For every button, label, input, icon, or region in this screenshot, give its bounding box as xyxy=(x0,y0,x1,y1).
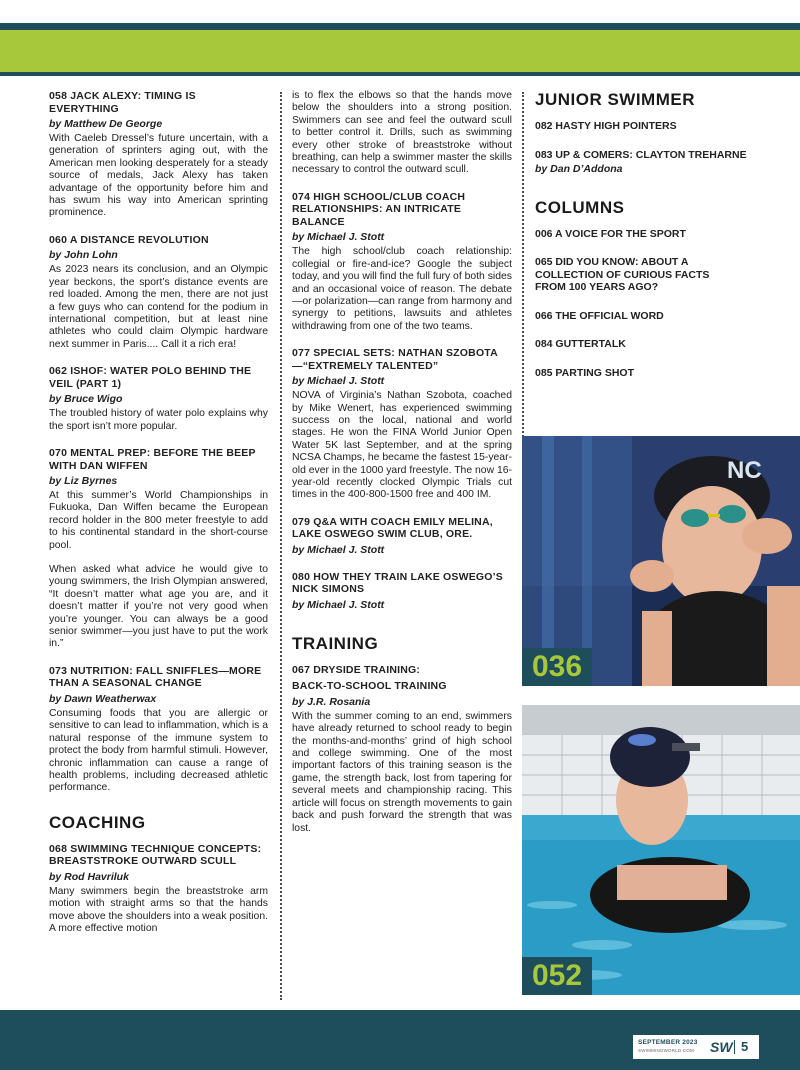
article-068[interactable] xyxy=(49,843,268,936)
article-body: With the summer coming to an end, swimmers have already returned to school ready to begin the months-and-months’ grind of high school and college swimming. One of the most important factors of this training season is the game, the strength back, lost from tapering for several meets and championship racing. This article will focus on strength movements to gain back and push forward the strength that was lost. xyxy=(292,710,512,834)
column-2 xyxy=(292,90,512,849)
article-074[interactable] xyxy=(292,191,512,333)
toc-item-006[interactable] xyxy=(535,228,785,241)
article-body: NOVA of Virginia’s Nathan Szobota, coached by Mike Wenert, has experienced swimming success on the local, national and world stages. He won the FINA World Junior Open Water 5K last September, and at the spring NCSA Champs, he became the fastest 15-year-old ever in the 1000 yard freestyle. The now 16-year-old recently clocked Olympic Trials cut times in the 400-800-1500 free and 400 IM. xyxy=(292,390,512,501)
article-author: by Dawn Weatherwax xyxy=(49,692,157,705)
toc-item-084[interactable] xyxy=(535,338,785,351)
article-title: 068 SWIMMING TECHNIQUE CONCEPTS: BREASTSTROKE OUTWARD SCULL xyxy=(49,842,262,868)
article-title: 074 HIGH SCHOOL/CLUB COACH RELATIONSHIPS: AN INTRICATE BALANCE xyxy=(292,190,466,228)
header-band-top xyxy=(0,0,800,30)
article-060[interactable] xyxy=(49,234,268,351)
article-body: With Caeleb Dressel’s future uncertain, with a generation of sprinters aging out, with the American men looking desperately for a steady source of medals, Jack Alexy has taken advantage of the opportunity before him and has swum his way into American sprinting prominence. xyxy=(49,133,268,219)
toc-item-title: 085 PARTING SHOT xyxy=(535,366,634,379)
section-heading-junior-swimmer: JUNIOR SWIMMER xyxy=(535,90,695,109)
article-body: As 2023 nears its conclusion, and an Olympic year beckons, the sport’s distance events are red loaded. Among the men, there are not just a few guys who can contend for the podium in international competition, but at least nine athletes who could claim Olympic hardware next summer in Paris.... Call it a rich era! xyxy=(49,264,268,350)
article-title: 073 NUTRITION: FALL SNIFFLES—MORE THAN A SEASONAL CHANGE xyxy=(49,664,262,690)
article-title-line-2: BACK-TO-SCHOOL TRAINING xyxy=(292,680,447,693)
section-heading-coaching: COACHING xyxy=(49,812,146,832)
article-body: When asked what advice he would give to young swimmers, the Irish Olympian answered, “It doesn’t matter what age you are, and it doesn’t matter if you’re not very good when you’re younger. You can always be a good senior swimmer—you just have to put the work in.” xyxy=(49,564,268,650)
article-author: by Michael J. Stott xyxy=(292,543,385,556)
header-band-lime xyxy=(0,30,800,72)
header-stripe xyxy=(0,23,800,30)
toc-item-065[interactable] xyxy=(535,256,735,294)
page-number: 5 xyxy=(741,1039,749,1054)
section-heading-columns: COLUMNS xyxy=(535,197,625,217)
article-body: Consuming foods that you are allergic or sensitive to can lead to inflammation, which is a natural response of the immune system to protect the body from harmful stimuli. However, chronic inflammation can cause a range of health problems, including decreased athletic performance. xyxy=(49,707,268,794)
column-divider-2 xyxy=(522,92,524,437)
article-title: 077 SPECIAL SETS: NATHAN SZOBOTA—“EXTREMELY TALENTED” xyxy=(292,347,498,372)
footer-website[interactable]: SWIMMINGWORLD.COM xyxy=(638,1048,694,1053)
article-067[interactable] xyxy=(292,664,512,835)
toc-item-083[interactable] xyxy=(535,149,785,176)
article-title: 079 Q&A WITH COACH EMILY MELINA, LAKE OSWEGO SWIM CLUB, ORE. xyxy=(292,515,493,541)
article-080[interactable] xyxy=(292,571,512,612)
toc-item-085[interactable] xyxy=(535,367,785,380)
footer-info-box xyxy=(633,1035,759,1059)
toc-item-title: 083 UP & COMERS: CLAYTON TREHARNE xyxy=(535,148,747,161)
toc-item-title: 066 THE OFFICIAL WORD xyxy=(535,309,664,322)
article-070[interactable] xyxy=(49,447,268,651)
column-3 xyxy=(535,90,785,395)
section-heading-training: TRAINING xyxy=(292,633,379,653)
article-062[interactable] xyxy=(49,365,268,433)
photo-swimmer-goggles[interactable] xyxy=(522,436,800,686)
article-079[interactable] xyxy=(292,516,512,557)
article-073[interactable] xyxy=(49,665,268,795)
toc-item-title: 082 HASTY HIGH POINTERS xyxy=(535,120,677,132)
toc-item-title: 006 A VOICE FOR THE SPORT xyxy=(535,227,686,240)
article-title: 062 ISHOF: WATER POLO BEHIND THE VEIL (PART 1) xyxy=(49,365,252,390)
article-body-continued: is to flex the elbows so that the hands move below the shoulders into a strong position. Swimmers can see and feel the outward scull to better control it. Drills, such as swimming every other stroke of breaststroke without breathing, can help a swimmer master the skills necessary to control the outward scull. xyxy=(292,90,512,176)
article-title: 070 MENTAL PREP: BEFORE THE BEEP WITH DAN WIFFEN xyxy=(49,447,256,472)
article-title: 058 JACK ALEXY: TIMING IS EVERYTHING xyxy=(49,90,196,115)
article-body: At this summer’s World Championships in Fukuoka, Dan Wiffen became the European record holder in the 800 meter freestyle to add to his continental standard in the short-course pool. xyxy=(49,490,268,551)
article-author: by Matthew De George xyxy=(49,118,163,130)
article-title: 080 HOW THEY TRAIN LAKE OSWEGO’S NICK SIMONS xyxy=(292,570,503,596)
footer-logo: SW xyxy=(710,1039,733,1055)
article-author: by Rod Havriluk xyxy=(49,870,129,883)
article-058[interactable] xyxy=(49,90,268,220)
column-divider-1 xyxy=(280,92,282,1000)
toc-item-title: 065 DID YOU KNOW: ABOUT A COLLECTION OF CURIOUS FACTS FROM 100 YEARS AGO? xyxy=(535,256,710,293)
article-title: 060 A DISTANCE REVOLUTION xyxy=(49,233,209,246)
footer-separator xyxy=(734,1040,735,1054)
photo-swimmer-pool[interactable] xyxy=(522,705,800,995)
article-author: by Michael J. Stott xyxy=(292,598,385,611)
header-band-line xyxy=(0,72,800,76)
toc-item-066[interactable] xyxy=(535,310,785,323)
photo-page-label: 036 xyxy=(522,648,592,686)
article-author: by John Lohn xyxy=(49,249,118,262)
swimmer-pool-illustration xyxy=(522,705,800,995)
article-author: by Liz Byrnes xyxy=(49,475,118,487)
svg-text:NC: NC xyxy=(727,457,762,484)
article-077[interactable] xyxy=(292,347,512,502)
toc-item-title: 084 GUTTERTALK xyxy=(535,338,626,350)
article-body: Many swimmers begin the breaststroke arm motion with straight arms so that the hands move above the shoulders into a weak position. A more effective motion xyxy=(49,885,268,934)
toc-item-082[interactable] xyxy=(535,120,785,133)
article-068-continued xyxy=(292,90,512,177)
toc-item-author: by Dan D’Addona xyxy=(535,163,623,175)
article-author: by Michael J. Stott xyxy=(292,375,385,388)
article-title: 067 DRYSIDE TRAINING: xyxy=(292,663,421,676)
footer-date: SEPTEMBER 2023 xyxy=(638,1039,698,1046)
article-body: The troubled history of water polo explains why the sport isn’t more popular. xyxy=(49,408,268,432)
article-author: by Bruce Wigo xyxy=(49,393,123,406)
article-author: by J.R. Rosania xyxy=(292,695,371,708)
article-body: The high school/club coach relationship: collegial or fire-and-ice? Google the subject today, and you will find the full fury of both sides and an occasional voice of reason. The debate—or polarization—can range from harmony and synergy to petitions, lawsuits and athletes withdrawing from one of the two teams. xyxy=(292,246,512,332)
photo-page-label: 052 xyxy=(522,957,592,995)
column-1 xyxy=(49,90,268,949)
article-author: by Michael J. Stott xyxy=(292,231,385,244)
